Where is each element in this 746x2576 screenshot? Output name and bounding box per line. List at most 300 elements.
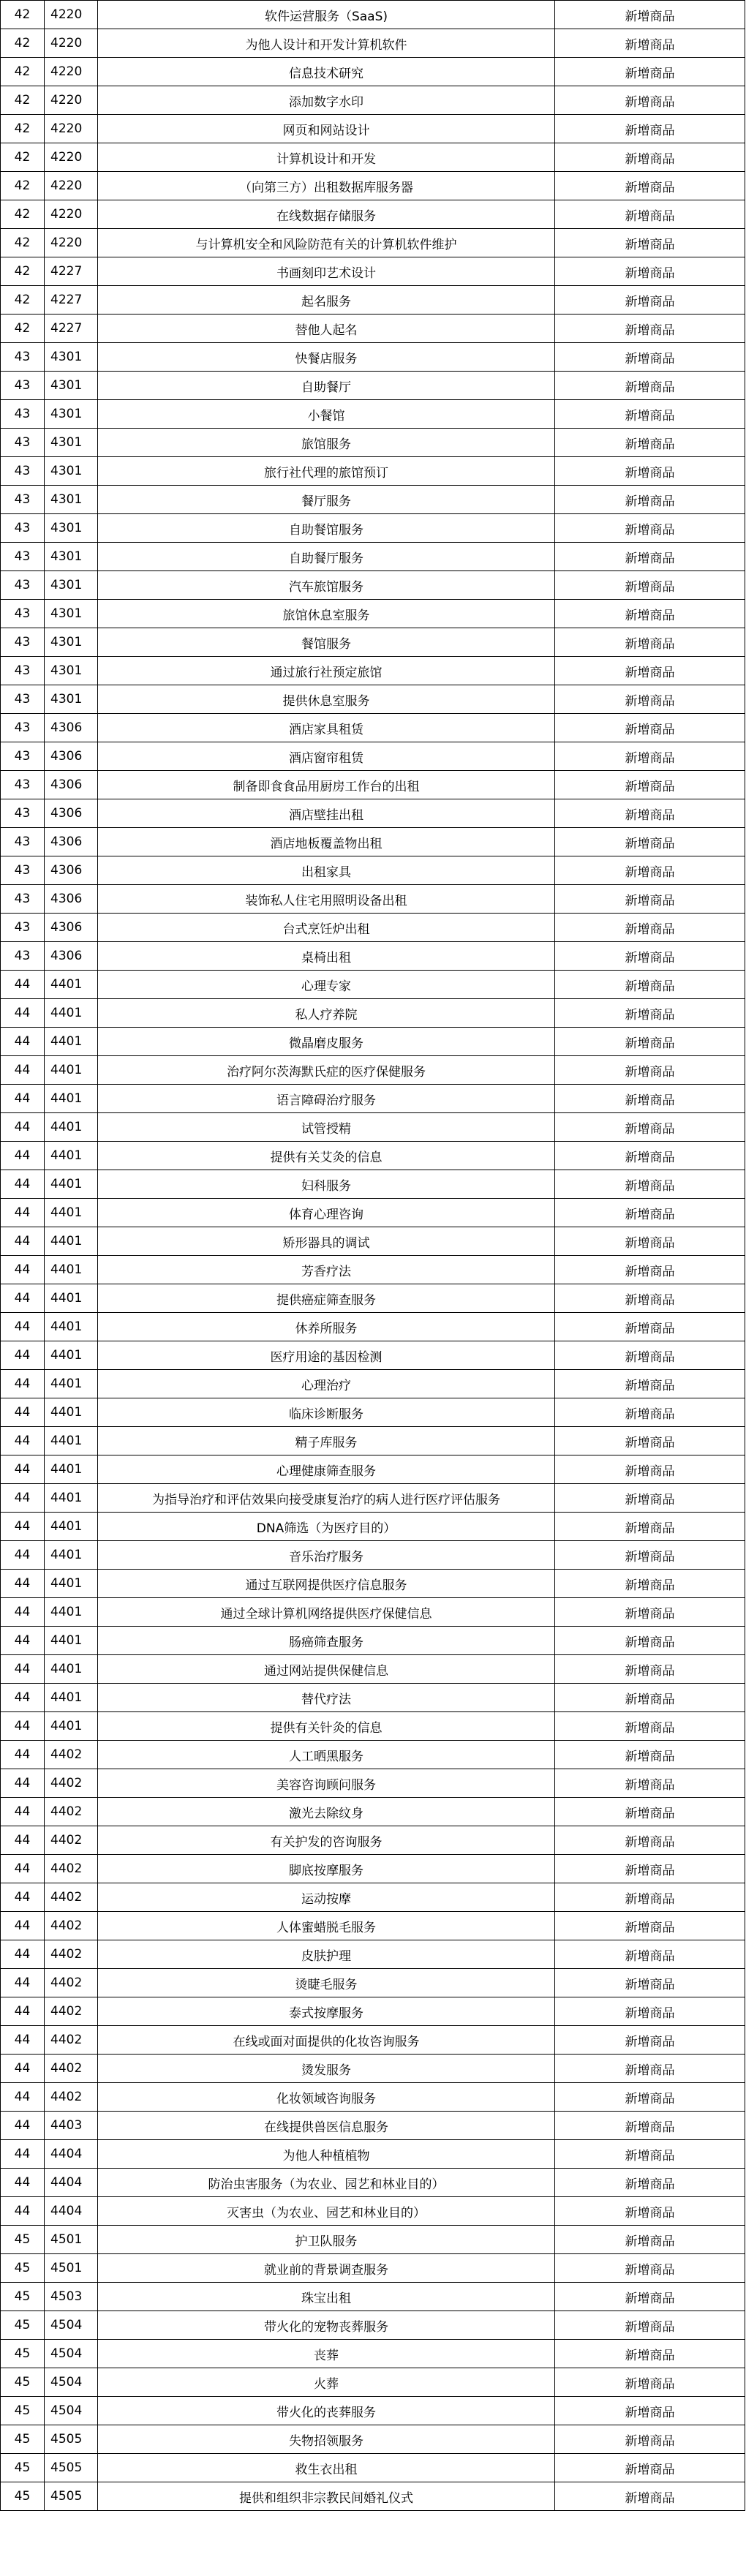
table-row <box>1 1940 745 1969</box>
group-code-cell: 4220 <box>45 172 98 200</box>
table-row <box>1 685 745 714</box>
service-name-cell: 失物招领服务 <box>98 2425 555 2454</box>
class-number-cell: 43 <box>1 400 45 429</box>
class-number-cell: 44 <box>1 2026 45 2055</box>
service-name-cell: 酒店窗帘租赁 <box>98 742 555 771</box>
table-row <box>1 1085 745 1113</box>
table-row <box>1 1969 745 1997</box>
note-cell: 新增商品 <box>555 286 745 315</box>
service-name-cell: 通过全球计算机网络提供医疗保健信息 <box>98 1598 555 1627</box>
table-row <box>1 2397 745 2425</box>
note-cell: 新增商品 <box>555 885 745 914</box>
class-number-cell: 44 <box>1 1142 45 1170</box>
group-code-cell: 4301 <box>45 343 98 372</box>
class-number-cell: 44 <box>1 1398 45 1427</box>
table-row <box>1 628 745 657</box>
class-number-cell: 42 <box>1 1 45 29</box>
note-cell: 新增商品 <box>555 714 745 742</box>
service-name-cell: 防治虫害服务（为农业、园艺和林业目的） <box>98 2169 555 2197</box>
table-row <box>1 2425 745 2454</box>
note-cell: 新增商品 <box>555 2425 745 2454</box>
service-name-cell: 皮肤护理 <box>98 1940 555 1969</box>
service-name-cell: 与计算机安全和风险防范有关的计算机软件维护 <box>98 229 555 257</box>
note-cell: 新增商品 <box>555 1883 745 1912</box>
table-row <box>1 742 745 771</box>
note-cell: 新增商品 <box>555 200 745 229</box>
note-cell: 新增商品 <box>555 1940 745 1969</box>
table-row <box>1 1627 745 1655</box>
service-name-cell: 装饰私人住宅用照明设备出租 <box>98 885 555 914</box>
group-code-cell: 4401 <box>45 1284 98 1313</box>
service-name-cell: 灭害虫（为农业、园艺和林业目的） <box>98 2197 555 2226</box>
table-row <box>1 2454 745 2482</box>
note-cell: 新增商品 <box>555 2311 745 2340</box>
table-row <box>1 1056 745 1085</box>
note-cell: 新增商品 <box>555 429 745 457</box>
class-number-cell: 44 <box>1 1883 45 1912</box>
note-cell: 新增商品 <box>555 1969 745 1997</box>
note-cell: 新增商品 <box>555 1427 745 1455</box>
table-row <box>1 2254 745 2283</box>
group-code-cell: 4220 <box>45 86 98 115</box>
service-name-cell: 通过旅行社预定旅馆 <box>98 657 555 685</box>
note-cell: 新增商品 <box>555 1341 745 1370</box>
table-row <box>1 543 745 571</box>
group-code-cell: 4227 <box>45 286 98 315</box>
service-name-cell: 医疗用途的基因检测 <box>98 1341 555 1370</box>
service-name-cell: 软件运营服务（SaaS) <box>98 1 555 29</box>
service-name-cell: 桌椅出租 <box>98 942 555 971</box>
table-row <box>1 86 745 115</box>
note-cell: 新增商品 <box>555 1455 745 1484</box>
group-code-cell: 4401 <box>45 1712 98 1741</box>
group-code-cell: 4306 <box>45 771 98 799</box>
table-row <box>1 29 745 58</box>
table-row <box>1 714 745 742</box>
group-code-cell: 4402 <box>45 1883 98 1912</box>
note-cell: 新增商品 <box>555 2083 745 2112</box>
note-cell: 新增商品 <box>555 999 745 1028</box>
class-number-cell: 44 <box>1 1256 45 1284</box>
group-code-cell: 4402 <box>45 1940 98 1969</box>
service-name-cell: 酒店壁挂出租 <box>98 799 555 828</box>
class-number-cell: 43 <box>1 828 45 856</box>
group-code-cell: 4501 <box>45 2254 98 2283</box>
group-code-cell: 4220 <box>45 29 98 58</box>
class-number-cell: 44 <box>1 1370 45 1398</box>
group-code-cell: 4220 <box>45 115 98 143</box>
table-row <box>1 1142 745 1170</box>
service-name-cell: 烫发服务 <box>98 2055 555 2083</box>
group-code-cell: 4401 <box>45 1513 98 1541</box>
table-row <box>1 1826 745 1855</box>
service-name-cell: 旅行社代理的旅馆预订 <box>98 457 555 486</box>
service-name-cell: 通过网站提供保健信息 <box>98 1655 555 1684</box>
group-code-cell: 4401 <box>45 1484 98 1513</box>
group-code-cell: 4401 <box>45 1056 98 1085</box>
group-code-cell: 4404 <box>45 2140 98 2169</box>
note-cell: 新增商品 <box>555 1056 745 1085</box>
service-name-cell: 制备即食食品用厨房工作台的出租 <box>98 771 555 799</box>
service-name-cell: 在线提供兽医信息服务 <box>98 2112 555 2140</box>
group-code-cell: 4301 <box>45 457 98 486</box>
group-code-cell: 4401 <box>45 1570 98 1598</box>
service-name-cell: 在线数据存储服务 <box>98 200 555 229</box>
note-cell: 新增商品 <box>555 343 745 372</box>
table-row <box>1 2112 745 2140</box>
service-name-cell: 临床诊断服务 <box>98 1398 555 1427</box>
service-name-cell: 酒店家具租赁 <box>98 714 555 742</box>
service-name-cell: 网页和网站设计 <box>98 115 555 143</box>
group-code-cell: 4403 <box>45 2112 98 2140</box>
group-code-cell: 4220 <box>45 1 98 29</box>
note-cell: 新增商品 <box>555 2112 745 2140</box>
table-row <box>1 1541 745 1570</box>
table-row <box>1 2026 745 2055</box>
note-cell: 新增商品 <box>555 2397 745 2425</box>
note-cell: 新增商品 <box>555 2197 745 2226</box>
table-row <box>1 1570 745 1598</box>
note-cell: 新增商品 <box>555 58 745 86</box>
service-name-cell: 旅馆休息室服务 <box>98 600 555 628</box>
note-cell: 新增商品 <box>555 1684 745 1712</box>
class-number-cell: 44 <box>1 1684 45 1712</box>
class-number-cell: 44 <box>1 2169 45 2197</box>
table-row <box>1 2283 745 2311</box>
class-number-cell: 42 <box>1 315 45 343</box>
note-cell: 新增商品 <box>555 1199 745 1227</box>
group-code-cell: 4306 <box>45 742 98 771</box>
note-cell: 新增商品 <box>555 143 745 172</box>
class-number-cell: 43 <box>1 885 45 914</box>
table-row <box>1 115 745 143</box>
class-number-cell: 43 <box>1 628 45 657</box>
group-code-cell: 4504 <box>45 2340 98 2368</box>
class-number-cell: 44 <box>1 1912 45 1940</box>
table-row <box>1 942 745 971</box>
group-code-cell: 4402 <box>45 1769 98 1798</box>
table-row <box>1 2226 745 2254</box>
table-row <box>1 1455 745 1484</box>
group-code-cell: 4402 <box>45 1912 98 1940</box>
service-name-cell: 治疗阿尔茨海默氏症的医疗保健服务 <box>98 1056 555 1085</box>
class-number-cell: 44 <box>1 1513 45 1541</box>
note-cell: 新增商品 <box>555 86 745 115</box>
table-row <box>1 143 745 172</box>
group-code-cell: 4306 <box>45 856 98 885</box>
note-cell: 新增商品 <box>555 742 745 771</box>
service-name-cell: 人工晒黑服务 <box>98 1741 555 1769</box>
table-row <box>1 1741 745 1769</box>
table-row <box>1 1484 745 1513</box>
group-code-cell: 4227 <box>45 257 98 286</box>
goods-table-body <box>1 1 745 2511</box>
class-number-cell: 44 <box>1 1113 45 1142</box>
class-number-cell: 43 <box>1 600 45 628</box>
note-cell: 新增商品 <box>555 115 745 143</box>
class-number-cell: 43 <box>1 457 45 486</box>
group-code-cell: 4401 <box>45 1313 98 1341</box>
class-number-cell: 44 <box>1 1028 45 1056</box>
table-row <box>1 2482 745 2511</box>
group-code-cell: 4301 <box>45 400 98 429</box>
service-name-cell: 美容咨询顾问服务 <box>98 1769 555 1798</box>
group-code-cell: 4402 <box>45 2055 98 2083</box>
note-cell: 新增商品 <box>555 1655 745 1684</box>
table-row <box>1 1427 745 1455</box>
service-name-cell: 烫睫毛服务 <box>98 1969 555 1997</box>
group-code-cell: 4220 <box>45 143 98 172</box>
class-number-cell: 43 <box>1 372 45 400</box>
table-row <box>1 514 745 543</box>
group-code-cell: 4306 <box>45 942 98 971</box>
service-name-cell: 休养所服务 <box>98 1313 555 1341</box>
note-cell: 新增商品 <box>555 486 745 514</box>
table-row <box>1 1598 745 1627</box>
table-row <box>1 1883 745 1912</box>
note-cell: 新增商品 <box>555 2454 745 2482</box>
service-name-cell: 激光去除纹身 <box>98 1798 555 1826</box>
table-row <box>1 1513 745 1541</box>
class-number-cell: 43 <box>1 543 45 571</box>
table-row <box>1 286 745 315</box>
service-name-cell: 化妆领域咨询服务 <box>98 2083 555 2112</box>
note-cell: 新增商品 <box>555 2368 745 2397</box>
service-name-cell: 台式烹饪炉出租 <box>98 914 555 942</box>
class-number-cell: 44 <box>1 971 45 999</box>
service-name-cell: 人体蜜蜡脱毛服务 <box>98 1912 555 1940</box>
service-name-cell: 芳香疗法 <box>98 1256 555 1284</box>
note-cell: 新增商品 <box>555 372 745 400</box>
class-number-cell: 44 <box>1 1170 45 1199</box>
class-number-cell: 44 <box>1 2197 45 2226</box>
note-cell: 新增商品 <box>555 1028 745 1056</box>
service-name-cell: 火葬 <box>98 2368 555 2397</box>
table-row <box>1 400 745 429</box>
table-row <box>1 1199 745 1227</box>
table-row <box>1 657 745 685</box>
class-number-cell: 45 <box>1 2311 45 2340</box>
service-name-cell: 添加数字水印 <box>98 86 555 115</box>
note-cell: 新增商品 <box>555 1227 745 1256</box>
class-number-cell: 43 <box>1 343 45 372</box>
class-number-cell: 42 <box>1 229 45 257</box>
class-number-cell: 45 <box>1 2226 45 2254</box>
table-row <box>1 1170 745 1199</box>
group-code-cell: 4220 <box>45 200 98 229</box>
note-cell: 新增商品 <box>555 799 745 828</box>
group-code-cell: 4402 <box>45 1997 98 2026</box>
class-number-cell: 42 <box>1 286 45 315</box>
class-number-cell: 45 <box>1 2283 45 2311</box>
group-code-cell: 4401 <box>45 1028 98 1056</box>
service-name-cell: 自助餐厅服务 <box>98 543 555 571</box>
table-row <box>1 1256 745 1284</box>
group-code-cell: 4301 <box>45 372 98 400</box>
service-name-cell: 私人疗养院 <box>98 999 555 1028</box>
table-row <box>1 1712 745 1741</box>
table-row <box>1 828 745 856</box>
group-code-cell: 4505 <box>45 2482 98 2511</box>
group-code-cell: 4401 <box>45 1256 98 1284</box>
class-number-cell: 42 <box>1 172 45 200</box>
table-row <box>1 999 745 1028</box>
group-code-cell: 4306 <box>45 885 98 914</box>
class-number-cell: 42 <box>1 115 45 143</box>
group-code-cell: 4401 <box>45 1370 98 1398</box>
class-number-cell: 44 <box>1 1855 45 1883</box>
group-code-cell: 4227 <box>45 315 98 343</box>
table-row <box>1 2368 745 2397</box>
service-name-cell: 在线或面对面提供的化妆咨询服务 <box>98 2026 555 2055</box>
class-number-cell: 45 <box>1 2254 45 2283</box>
note-cell: 新增商品 <box>555 971 745 999</box>
service-name-cell: 快餐店服务 <box>98 343 555 372</box>
class-number-cell: 43 <box>1 942 45 971</box>
table-row <box>1 2340 745 2368</box>
group-code-cell: 4401 <box>45 1142 98 1170</box>
group-code-cell: 4401 <box>45 1227 98 1256</box>
table-row <box>1 1997 745 2026</box>
class-number-cell: 42 <box>1 29 45 58</box>
class-number-cell: 44 <box>1 1541 45 1570</box>
class-number-cell: 43 <box>1 714 45 742</box>
group-code-cell: 4220 <box>45 229 98 257</box>
class-number-cell: 44 <box>1 1741 45 1769</box>
note-cell: 新增商品 <box>555 172 745 200</box>
group-code-cell: 4402 <box>45 1855 98 1883</box>
service-name-cell: 心理治疗 <box>98 1370 555 1398</box>
service-name-cell: 旅馆服务 <box>98 429 555 457</box>
note-cell: 新增商品 <box>555 2169 745 2197</box>
note-cell: 新增商品 <box>555 914 745 942</box>
table-row <box>1 457 745 486</box>
group-code-cell: 4401 <box>45 1170 98 1199</box>
table-row <box>1 885 745 914</box>
group-code-cell: 4401 <box>45 1427 98 1455</box>
class-number-cell: 44 <box>1 2140 45 2169</box>
class-number-cell: 44 <box>1 1598 45 1627</box>
table-row <box>1 856 745 885</box>
service-name-cell: 矫形器具的调试 <box>98 1227 555 1256</box>
table-row <box>1 343 745 372</box>
class-number-cell: 44 <box>1 1085 45 1113</box>
note-cell: 新增商品 <box>555 1 745 29</box>
class-number-cell: 44 <box>1 999 45 1028</box>
table-row <box>1 1227 745 1256</box>
group-code-cell: 4401 <box>45 1627 98 1655</box>
class-number-cell: 44 <box>1 1484 45 1513</box>
service-name-cell: （向第三方）出租数据库服务器 <box>98 172 555 200</box>
service-name-cell: 汽车旅馆服务 <box>98 571 555 600</box>
note-cell: 新增商品 <box>555 600 745 628</box>
group-code-cell: 4301 <box>45 543 98 571</box>
table-row <box>1 1113 745 1142</box>
group-code-cell: 4504 <box>45 2311 98 2340</box>
service-name-cell: 计算机设计和开发 <box>98 143 555 172</box>
class-number-cell: 44 <box>1 1227 45 1256</box>
note-cell: 新增商品 <box>555 1284 745 1313</box>
table-row <box>1 257 745 286</box>
table-row <box>1 1398 745 1427</box>
class-number-cell: 42 <box>1 200 45 229</box>
class-number-cell: 44 <box>1 1769 45 1798</box>
class-number-cell: 43 <box>1 514 45 543</box>
note-cell: 新增商品 <box>555 514 745 543</box>
service-name-cell: 信息技术研究 <box>98 58 555 86</box>
class-number-cell: 43 <box>1 429 45 457</box>
group-code-cell: 4306 <box>45 714 98 742</box>
group-code-cell: 4301 <box>45 514 98 543</box>
table-row <box>1 1855 745 1883</box>
note-cell: 新增商品 <box>555 1313 745 1341</box>
note-cell: 新增商品 <box>555 1113 745 1142</box>
note-cell: 新增商品 <box>555 315 745 343</box>
class-number-cell: 43 <box>1 799 45 828</box>
note-cell: 新增商品 <box>555 1570 745 1598</box>
class-number-cell: 45 <box>1 2425 45 2454</box>
note-cell: 新增商品 <box>555 1598 745 1627</box>
class-number-cell: 44 <box>1 1455 45 1484</box>
class-number-cell: 44 <box>1 1826 45 1855</box>
table-row <box>1 1028 745 1056</box>
class-number-cell: 43 <box>1 571 45 600</box>
table-row <box>1 1912 745 1940</box>
class-number-cell: 43 <box>1 742 45 771</box>
table-row <box>1 372 745 400</box>
note-cell: 新增商品 <box>555 1826 745 1855</box>
group-code-cell: 4504 <box>45 2368 98 2397</box>
table-row <box>1 1 745 29</box>
class-number-cell: 44 <box>1 1627 45 1655</box>
service-name-cell: 餐厅服务 <box>98 486 555 514</box>
service-name-cell: 微晶磨皮服务 <box>98 1028 555 1056</box>
note-cell: 新增商品 <box>555 2055 745 2083</box>
class-number-cell: 44 <box>1 1341 45 1370</box>
service-name-cell: 餐馆服务 <box>98 628 555 657</box>
group-code-cell: 4301 <box>45 657 98 685</box>
service-name-cell: 替他人起名 <box>98 315 555 343</box>
service-name-cell: 护卫队服务 <box>98 2226 555 2254</box>
table-row <box>1 486 745 514</box>
note-cell: 新增商品 <box>555 1256 745 1284</box>
note-cell: 新增商品 <box>555 685 745 714</box>
service-name-cell: 运动按摩 <box>98 1883 555 1912</box>
service-name-cell: 提供癌症筛查服务 <box>98 1284 555 1313</box>
note-cell: 新增商品 <box>555 571 745 600</box>
note-cell: 新增商品 <box>555 1370 745 1398</box>
service-name-cell: 提供有关艾灸的信息 <box>98 1142 555 1170</box>
table-row <box>1 1798 745 1826</box>
group-code-cell: 4402 <box>45 1969 98 1997</box>
class-number-cell: 43 <box>1 657 45 685</box>
service-name-cell: 提供有关针灸的信息 <box>98 1712 555 1741</box>
table-row <box>1 1769 745 1798</box>
note-cell: 新增商品 <box>555 1912 745 1940</box>
note-cell: 新增商品 <box>555 1712 745 1741</box>
note-cell: 新增商品 <box>555 1855 745 1883</box>
class-number-cell: 43 <box>1 771 45 799</box>
group-code-cell: 4401 <box>45 1655 98 1684</box>
note-cell: 新增商品 <box>555 2482 745 2511</box>
class-number-cell: 45 <box>1 2368 45 2397</box>
table-row <box>1 914 745 942</box>
note-cell: 新增商品 <box>555 828 745 856</box>
note-cell: 新增商品 <box>555 1142 745 1170</box>
group-code-cell: 4301 <box>45 628 98 657</box>
class-number-cell: 43 <box>1 914 45 942</box>
note-cell: 新增商品 <box>555 229 745 257</box>
